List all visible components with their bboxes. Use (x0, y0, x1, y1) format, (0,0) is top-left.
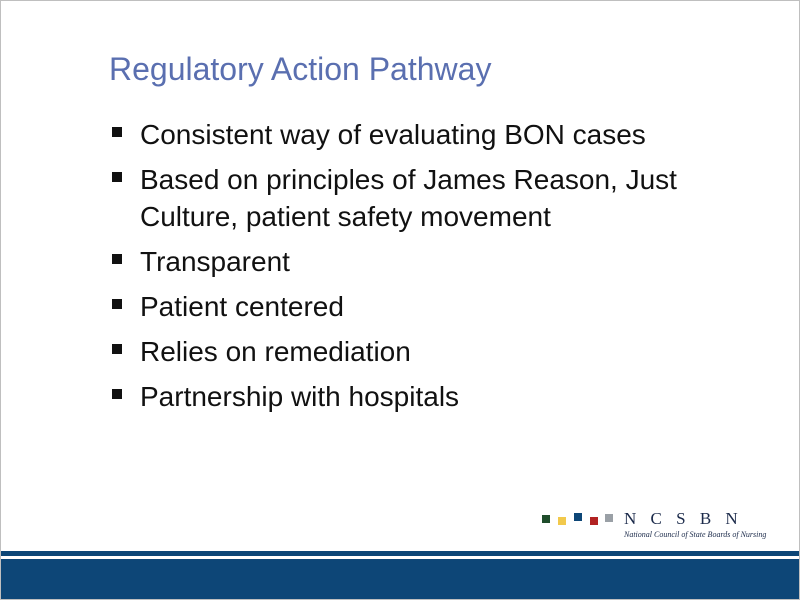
logo-square-icon (574, 513, 582, 521)
bullet-text: Based on principles of James Reason, Just Culture, patient safety movement (140, 164, 677, 232)
bullet-item (109, 243, 769, 280)
footer-stripe (1, 551, 800, 556)
bullet-item (109, 161, 769, 235)
square-bullet-icon (112, 127, 122, 137)
square-bullet-icon (112, 344, 122, 354)
bullet-text: Consistent way of evaluating BON cases (140, 119, 646, 150)
slide-title: Regulatory Action Pathway (109, 51, 492, 87)
logo-name: N C S B N (624, 509, 743, 528)
square-bullet-icon (112, 299, 122, 309)
logo-tagline: National Council of State Boards of Nursing (624, 530, 767, 539)
square-bullet-icon (112, 172, 122, 182)
footer-bar (1, 559, 800, 600)
bullet-item (109, 378, 769, 415)
logo-square-icon (605, 514, 613, 522)
square-bullet-icon (112, 389, 122, 399)
logo-square-icon (542, 515, 550, 523)
bullet-item (109, 288, 769, 325)
bullet-item (109, 333, 769, 370)
bullet-text: Transparent (140, 246, 290, 277)
bullet-text: Partnership with hospitals (140, 381, 460, 412)
logo-square-icon (590, 517, 598, 525)
logo-square-icon (558, 517, 566, 525)
square-bullet-icon (112, 254, 122, 264)
bullet-list (109, 116, 769, 423)
bullet-text: Relies on remediation (140, 336, 411, 367)
ncsbn-logo (542, 509, 772, 541)
bullet-text: Patient centered (140, 291, 344, 322)
bullet-item (109, 116, 769, 153)
